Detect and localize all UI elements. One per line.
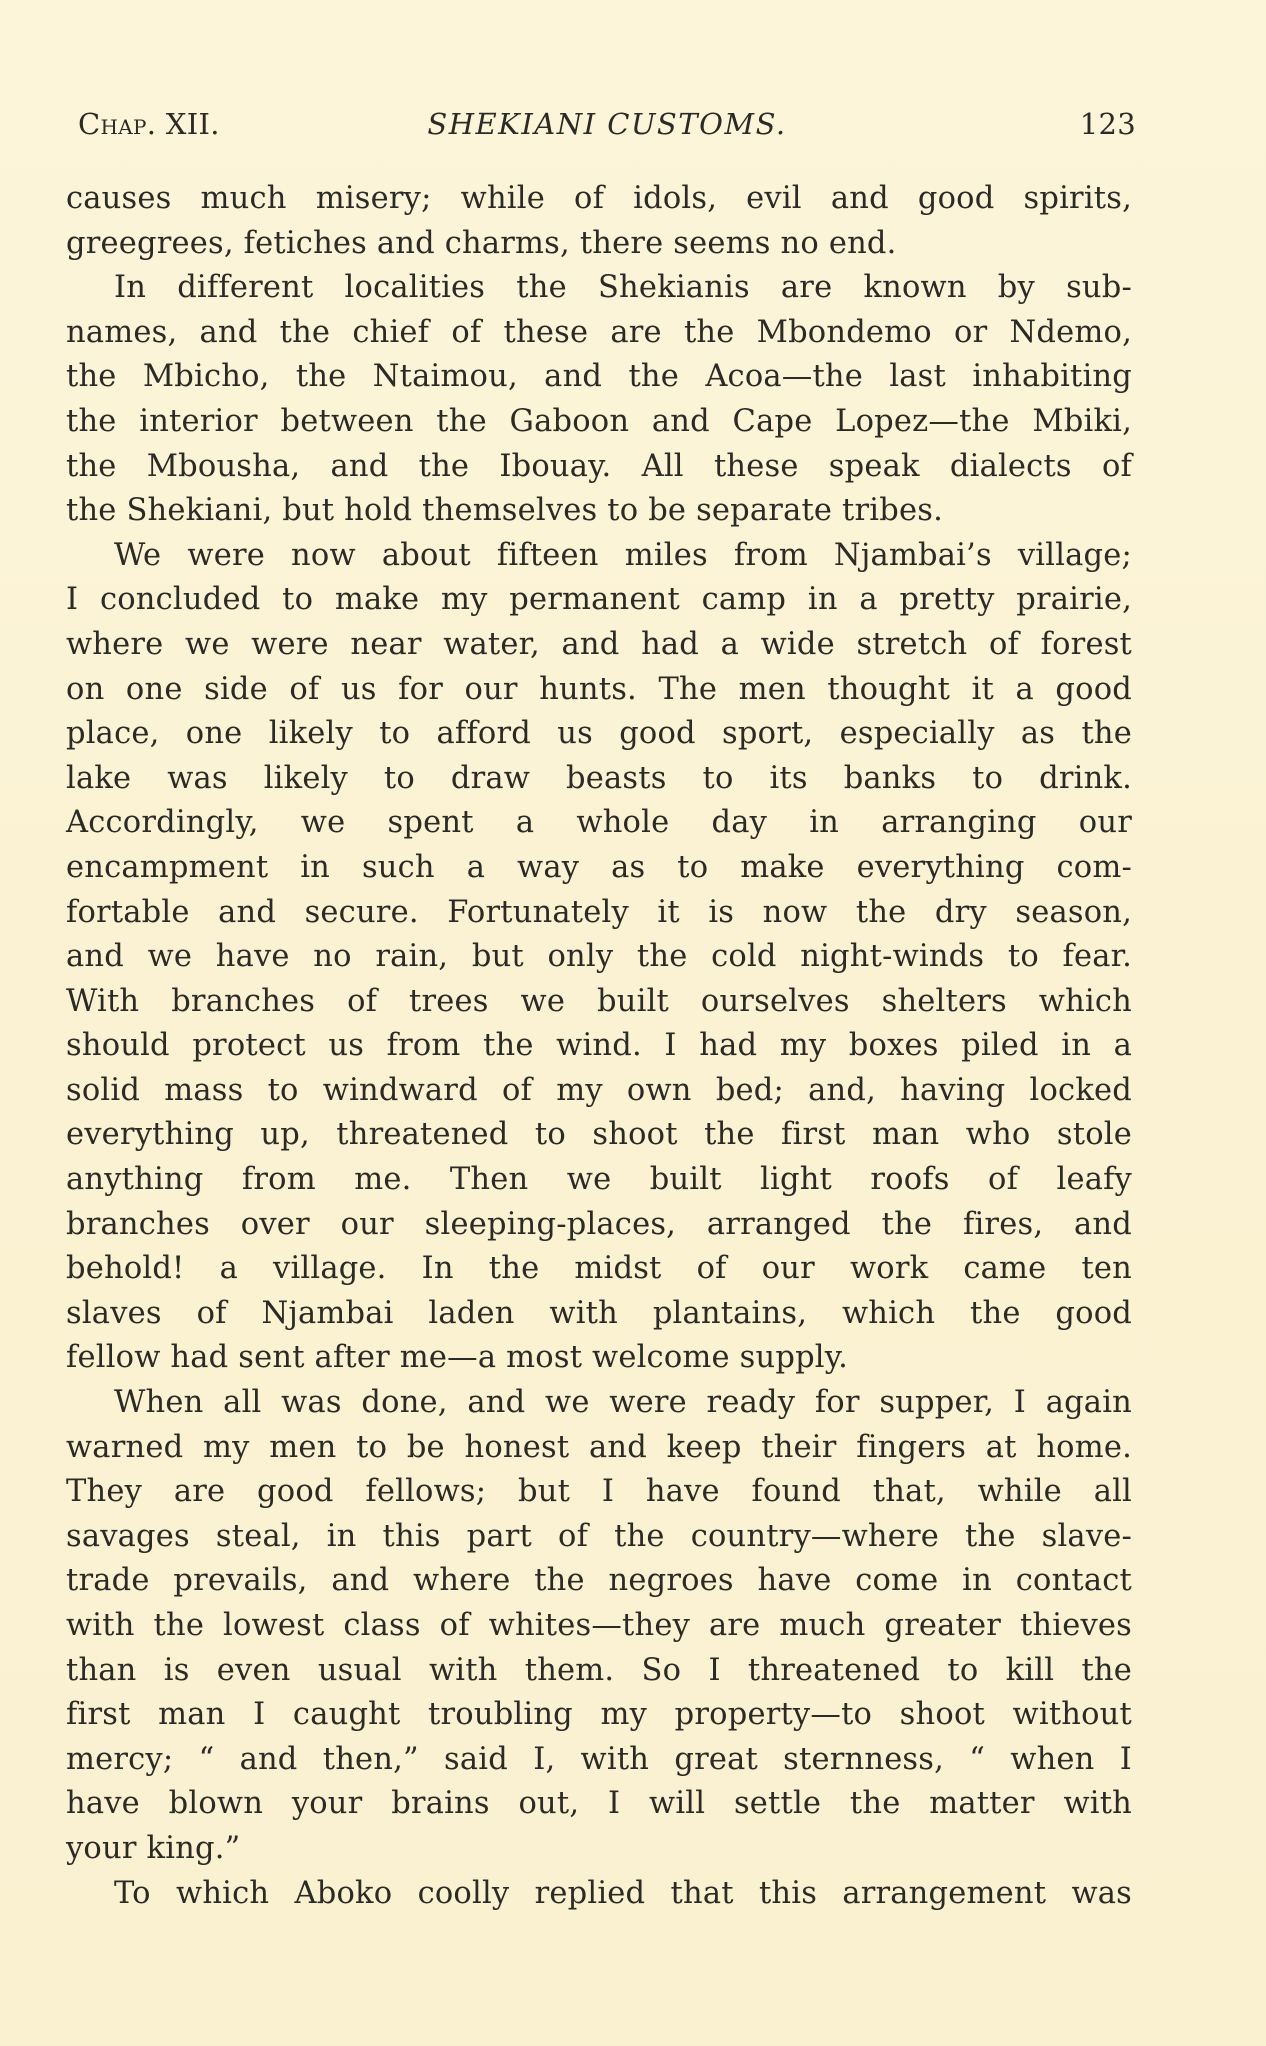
- text-line: branches over our sleeping-places, arranged the fires, and: [66, 1206, 1132, 1242]
- text-line: behold! a village. In the midst of our work came ten: [66, 1251, 1132, 1287]
- text-line: They are good fellows; but I have found that, while all: [66, 1474, 1132, 1510]
- text-line: We were now about fifteen miles from Njambai’s village;: [114, 537, 1132, 573]
- text-line: mercy; “ and then,” said I, with great sternness, “ when I: [66, 1741, 1132, 1777]
- text-line: have blown your brains out, I will settle the matter with: [66, 1786, 1132, 1822]
- text-line: With branches of trees we built ourselves shelters which: [66, 983, 1132, 1019]
- text-line: the Mbousha, and the Ibouay. All these speak dialects of: [66, 448, 1132, 484]
- text-line: everything up, threatened to shoot the first man who stole: [66, 1117, 1132, 1153]
- running-title: SHEKIANI CUSTOMS.: [427, 107, 787, 141]
- page-number: 123: [1079, 107, 1136, 141]
- body-text: [66, 177, 1132, 1916]
- text-line: encampment in such a way as to make everything com-: [66, 849, 1132, 885]
- running-head: [78, 104, 1136, 144]
- text-line: the Shekiani, but hold themselves to be separate tribes.: [66, 493, 943, 529]
- text-line: greegrees, fetiches and charms, there seems no end.: [66, 225, 897, 261]
- text-line: lake was likely to draw beasts to its banks to drink.: [66, 760, 1132, 796]
- text-line: anything from me. Then we built light roofs of leafy: [66, 1162, 1132, 1198]
- text-line: names, and the chief of these are the Mbondemo or Ndemo,: [66, 314, 1132, 350]
- text-line: solid mass to windward of my own bed; and, having locked: [66, 1072, 1132, 1108]
- text-line: fortable and secure. Fortunately it is now the dry season,: [66, 894, 1132, 930]
- text-line: on one side of us for our hunts. The men thought it a good: [66, 671, 1132, 707]
- text-line: fellow had sent after me—a most welcome supply.: [66, 1340, 849, 1376]
- text-line: the interior between the Gaboon and Cape Lopez—the Mbiki,: [66, 403, 1132, 439]
- text-line: and we have no rain, but only the cold night-winds to fear.: [66, 939, 1132, 975]
- text-line: first man I caught troubling my property—to shoot without: [66, 1697, 1132, 1733]
- text-line: I concluded to make my permanent camp in a pretty prairie,: [66, 582, 1132, 618]
- text-line: trade prevails, and where the negroes have come in contact: [66, 1563, 1132, 1599]
- text-line: Accordingly, we spent a whole day in arranging our: [66, 805, 1132, 841]
- text-line: than is even usual with them. So I threatened to kill the: [66, 1652, 1132, 1688]
- text-line: your king.”: [66, 1830, 241, 1866]
- text-line: savages steal, in this part of the country—where the slave-: [66, 1518, 1132, 1554]
- chapter-label-text: Chap. XII.: [78, 107, 220, 141]
- text-line: slaves of Njambai laden with plantains, which the good: [66, 1295, 1132, 1331]
- text-line: place, one likely to afford us good sport, especially as the: [66, 716, 1132, 752]
- text-line: When all was done, and we were ready for supper, I again: [114, 1385, 1132, 1421]
- text-line: causes much misery; while of idols, evil and good spirits,: [66, 181, 1132, 216]
- text-line: To which Aboko coolly replied that this arrangement was: [114, 1875, 1132, 1911]
- text-line: In different localities the Shekianis are known by sub-: [114, 270, 1132, 306]
- text-line: should protect us from the wind. I had my boxes piled in a: [66, 1028, 1132, 1064]
- text-line: warned my men to be honest and keep their fingers at home.: [66, 1429, 1132, 1465]
- text-line: with the lowest class of whites—they are much greater thieves: [66, 1608, 1132, 1643]
- text-line: where we were near water, and had a wide stretch of forest: [66, 626, 1132, 662]
- text-line: the Mbicho, the Ntaimou, and the Acoa—the last inhabiting: [66, 359, 1132, 395]
